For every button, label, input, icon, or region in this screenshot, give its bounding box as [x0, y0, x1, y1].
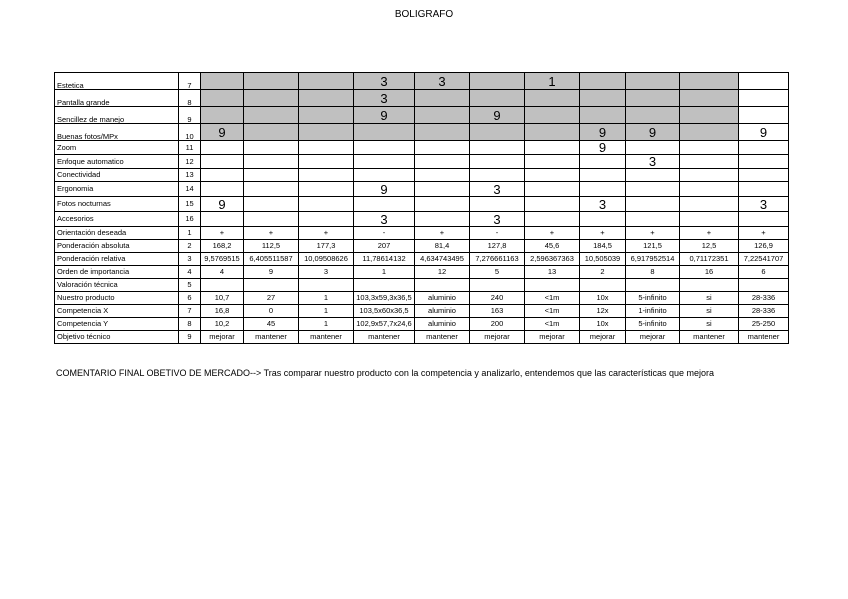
matrix-cell: mantener [299, 331, 354, 344]
matrix-cell: - [354, 227, 415, 240]
matrix-cell: 12 [415, 266, 470, 279]
matrix-cell: 1 [299, 318, 354, 331]
table-row [55, 227, 789, 240]
row-label: Competencia X [55, 305, 179, 318]
matrix-cell [626, 107, 680, 124]
matrix-cell [299, 90, 354, 107]
matrix-cell: mejorar [470, 331, 525, 344]
matrix-cell [525, 169, 580, 182]
matrix-cell [470, 197, 525, 212]
matrix-cell: 9 [626, 124, 680, 141]
matrix-cell: si [680, 305, 739, 318]
matrix-cell: 45 [244, 318, 299, 331]
matrix-cell [201, 169, 244, 182]
matrix-cell: 6 [739, 266, 789, 279]
matrix-cell [244, 182, 299, 197]
row-number: 7 [179, 73, 201, 90]
table-row [55, 182, 789, 197]
matrix-cell: 3 [470, 182, 525, 197]
matrix-cell [739, 90, 789, 107]
matrix-cell [470, 279, 525, 292]
row-number: 2 [179, 240, 201, 253]
matrix-cell [525, 107, 580, 124]
row-label: Ergonomia [55, 182, 179, 197]
matrix-cell: 1 [299, 305, 354, 318]
matrix-cell: 9 [580, 141, 626, 155]
matrix-cell: + [525, 227, 580, 240]
row-number: 15 [179, 197, 201, 212]
row-number: 1 [179, 227, 201, 240]
matrix-cell: + [299, 227, 354, 240]
row-number: 9 [179, 107, 201, 124]
matrix-cell: 16,8 [201, 305, 244, 318]
matrix-cell: 0,71172351 [680, 253, 739, 266]
matrix-cell [525, 197, 580, 212]
matrix-cell: <1m [525, 318, 580, 331]
row-label: Orientación deseada [55, 227, 179, 240]
matrix-cell: + [626, 227, 680, 240]
matrix-cell: 45,6 [525, 240, 580, 253]
matrix-cell: 9 [354, 107, 415, 124]
table-row [55, 73, 789, 90]
row-label: Valoración técnica [55, 279, 179, 292]
matrix-cell [244, 279, 299, 292]
row-label: Objetivo técnico [55, 331, 179, 344]
matrix-cell: 3 [354, 212, 415, 227]
matrix-cell: + [244, 227, 299, 240]
matrix-cell: 3 [739, 197, 789, 212]
matrix-cell [739, 169, 789, 182]
matrix-cell [680, 279, 739, 292]
matrix-cell: 103,5x60x36,5 [354, 305, 415, 318]
matrix-cell: 16 [680, 266, 739, 279]
matrix-cell: 10,7 [201, 292, 244, 305]
row-number: 5 [179, 279, 201, 292]
matrix-cell [525, 124, 580, 141]
matrix-cell [626, 197, 680, 212]
matrix-cell [299, 212, 354, 227]
matrix-cell [680, 212, 739, 227]
matrix-cell: 3 [299, 266, 354, 279]
qfd-matrix [54, 72, 789, 344]
table-row [55, 197, 789, 212]
row-label: Sencillez de manejo [55, 107, 179, 124]
matrix-cell: mantener [354, 331, 415, 344]
table-row [55, 331, 789, 344]
row-label: Orden de importancia [55, 266, 179, 279]
matrix-cell [680, 107, 739, 124]
matrix-cell [244, 169, 299, 182]
matrix-cell: 25-250 [739, 318, 789, 331]
matrix-cell: 1-infinito [626, 305, 680, 318]
matrix-cell [299, 141, 354, 155]
matrix-cell [680, 141, 739, 155]
matrix-cell [680, 124, 739, 141]
matrix-cell: 200 [470, 318, 525, 331]
matrix-cell [244, 212, 299, 227]
matrix-cell: 168,2 [201, 240, 244, 253]
table-row [55, 90, 789, 107]
matrix-cell: 207 [354, 240, 415, 253]
row-number: 4 [179, 266, 201, 279]
matrix-cell: aluminio [415, 318, 470, 331]
matrix-cell [470, 169, 525, 182]
row-label: Competencia Y [55, 318, 179, 331]
matrix-cell: 10,505039 [580, 253, 626, 266]
matrix-cell [299, 197, 354, 212]
table-row [55, 240, 789, 253]
matrix-cell [299, 107, 354, 124]
matrix-cell: 28-336 [739, 292, 789, 305]
matrix-cell [680, 182, 739, 197]
matrix-cell [626, 141, 680, 155]
matrix-cell [201, 279, 244, 292]
matrix-cell [470, 73, 525, 90]
matrix-cell [244, 107, 299, 124]
matrix-cell [626, 73, 680, 90]
matrix-cell: si [680, 318, 739, 331]
matrix-cell [739, 107, 789, 124]
matrix-cell: 12x [580, 305, 626, 318]
matrix-cell [580, 155, 626, 169]
table-row [55, 169, 789, 182]
row-number: 9 [179, 331, 201, 344]
row-number: 7 [179, 305, 201, 318]
table-row [55, 318, 789, 331]
matrix-cell [201, 107, 244, 124]
matrix-cell [201, 141, 244, 155]
matrix-cell [354, 169, 415, 182]
matrix-cell: 5 [470, 266, 525, 279]
matrix-cell [415, 182, 470, 197]
matrix-cell: 127,8 [470, 240, 525, 253]
matrix-cell: 9 [470, 107, 525, 124]
row-label: Ponderación absoluta [55, 240, 179, 253]
matrix-cell: 3 [354, 73, 415, 90]
matrix-cell: 11,78614132 [354, 253, 415, 266]
matrix-cell: mejorar [525, 331, 580, 344]
matrix-cell: <1m [525, 305, 580, 318]
matrix-cell: - [470, 227, 525, 240]
matrix-cell [525, 279, 580, 292]
matrix-cell [299, 279, 354, 292]
matrix-cell [739, 212, 789, 227]
row-label: Nuestro producto [55, 292, 179, 305]
matrix-cell: mantener [415, 331, 470, 344]
matrix-cell [470, 124, 525, 141]
matrix-cell [415, 212, 470, 227]
row-number: 10 [179, 124, 201, 141]
matrix-cell: mejorar [201, 331, 244, 344]
matrix-cell: 112,5 [244, 240, 299, 253]
row-number: 11 [179, 141, 201, 155]
matrix-cell [415, 279, 470, 292]
matrix-cell: 28-336 [739, 305, 789, 318]
matrix-cell: 177,3 [299, 240, 354, 253]
matrix-cell: mejorar [580, 331, 626, 344]
matrix-cell [680, 73, 739, 90]
matrix-cell [739, 155, 789, 169]
row-number: 3 [179, 253, 201, 266]
matrix-cell [580, 73, 626, 90]
row-number: 13 [179, 169, 201, 182]
matrix-cell [354, 279, 415, 292]
matrix-cell [415, 90, 470, 107]
matrix-cell: + [201, 227, 244, 240]
matrix-cell: 10,2 [201, 318, 244, 331]
row-label: Ponderación relativa [55, 253, 179, 266]
matrix-cell [580, 279, 626, 292]
matrix-cell: 7,276661163 [470, 253, 525, 266]
table-row [55, 266, 789, 279]
row-label: Estetica [55, 73, 179, 90]
matrix-cell: 121,5 [626, 240, 680, 253]
matrix-cell [354, 141, 415, 155]
matrix-cell: 240 [470, 292, 525, 305]
matrix-cell: 10,09508626 [299, 253, 354, 266]
matrix-cell [354, 197, 415, 212]
matrix-cell [244, 155, 299, 169]
matrix-cell [739, 279, 789, 292]
matrix-cell: 81,4 [415, 240, 470, 253]
matrix-cell: mejorar [626, 331, 680, 344]
matrix-cell: 163 [470, 305, 525, 318]
matrix-cell [415, 107, 470, 124]
matrix-cell: 3 [415, 73, 470, 90]
matrix-cell: 3 [580, 197, 626, 212]
matrix-cell: 103,3x59,3x36,5 [354, 292, 415, 305]
row-label: Buenas fotos/MPx [55, 124, 179, 141]
matrix-cell [470, 155, 525, 169]
matrix-cell [580, 212, 626, 227]
matrix-cell [415, 141, 470, 155]
matrix-cell: 184,5 [580, 240, 626, 253]
matrix-cell: + [739, 227, 789, 240]
matrix-cell [415, 197, 470, 212]
matrix-cell [525, 212, 580, 227]
row-number: 14 [179, 182, 201, 197]
matrix-cell: si [680, 292, 739, 305]
matrix-cell: 6,405511587 [244, 253, 299, 266]
matrix-cell: + [680, 227, 739, 240]
matrix-cell [580, 182, 626, 197]
matrix-cell [299, 155, 354, 169]
matrix-cell: 10x [580, 292, 626, 305]
matrix-cell [201, 73, 244, 90]
table-row [55, 212, 789, 227]
matrix-cell: 9 [580, 124, 626, 141]
matrix-cell: 13 [525, 266, 580, 279]
matrix-cell [299, 124, 354, 141]
row-number: 8 [179, 318, 201, 331]
matrix-cell [299, 73, 354, 90]
matrix-cell: 9 [201, 124, 244, 141]
matrix-cell [354, 124, 415, 141]
matrix-cell [525, 141, 580, 155]
matrix-cell [299, 182, 354, 197]
matrix-cell: + [580, 227, 626, 240]
matrix-cell [470, 90, 525, 107]
matrix-cell: 0 [244, 305, 299, 318]
row-number: 16 [179, 212, 201, 227]
matrix-cell: 1 [525, 73, 580, 90]
matrix-cell [470, 141, 525, 155]
matrix-cell [201, 212, 244, 227]
matrix-cell [580, 169, 626, 182]
matrix-cell [525, 90, 580, 107]
table-row [55, 253, 789, 266]
matrix-cell [626, 212, 680, 227]
matrix-cell: 2 [580, 266, 626, 279]
row-number: 8 [179, 90, 201, 107]
matrix-cell: mantener [680, 331, 739, 344]
row-number: 6 [179, 292, 201, 305]
row-label: Fotos nocturnas [55, 197, 179, 212]
matrix-cell: 27 [244, 292, 299, 305]
matrix-cell: 5-infinito [626, 318, 680, 331]
table-row [55, 305, 789, 318]
matrix-cell [354, 155, 415, 169]
matrix-cell: 4,634743495 [415, 253, 470, 266]
matrix-cell: 102,9x57,7x24,6 [354, 318, 415, 331]
matrix-cell [580, 107, 626, 124]
matrix-cell: 9 [244, 266, 299, 279]
matrix-cell [626, 169, 680, 182]
table-row [55, 155, 789, 169]
matrix-cell [201, 155, 244, 169]
matrix-cell: aluminio [415, 292, 470, 305]
matrix-cell [739, 73, 789, 90]
matrix-cell: 8 [626, 266, 680, 279]
table-row [55, 124, 789, 141]
matrix-cell: 1 [354, 266, 415, 279]
matrix-cell: 4 [201, 266, 244, 279]
matrix-cell [244, 73, 299, 90]
matrix-cell: 1 [299, 292, 354, 305]
matrix-cell: mantener [739, 331, 789, 344]
table-row [55, 107, 789, 124]
matrix-cell: 9 [201, 197, 244, 212]
matrix-cell: 2,596367363 [525, 253, 580, 266]
matrix-cell: 3 [470, 212, 525, 227]
table-row [55, 279, 789, 292]
matrix-cell [201, 182, 244, 197]
matrix-cell: 7,22541707 [739, 253, 789, 266]
matrix-cell [580, 90, 626, 107]
matrix-cell [415, 155, 470, 169]
matrix-cell: 9 [354, 182, 415, 197]
page-title: BOLIGRAFO [394, 9, 454, 20]
matrix-cell: 126,9 [739, 240, 789, 253]
matrix-cell: + [415, 227, 470, 240]
matrix-cell [626, 182, 680, 197]
matrix-cell [626, 279, 680, 292]
matrix-cell: 3 [354, 90, 415, 107]
table-row [55, 292, 789, 305]
matrix-cell [415, 169, 470, 182]
matrix-cell: 9,5769515 [201, 253, 244, 266]
row-number: 12 [179, 155, 201, 169]
matrix-cell [525, 155, 580, 169]
matrix-cell [244, 124, 299, 141]
matrix-cell: 12,5 [680, 240, 739, 253]
matrix-cell [415, 124, 470, 141]
matrix-cell: <1m [525, 292, 580, 305]
row-label: Zoom [55, 141, 179, 155]
matrix-cell: 3 [626, 155, 680, 169]
final-comment: COMENTARIO FINAL OBETIVO DE MERCADO--> Tras comparar nuestro producto con la competencia y analizarlo, entendemos que las características que mejora [56, 368, 715, 378]
matrix-cell [244, 90, 299, 107]
matrix-cell [626, 90, 680, 107]
matrix-cell [739, 182, 789, 197]
matrix-cell: mantener [244, 331, 299, 344]
matrix-cell: 6,917952514 [626, 253, 680, 266]
matrix-cell [525, 182, 580, 197]
matrix-cell: aluminio [415, 305, 470, 318]
matrix-cell [299, 169, 354, 182]
matrix-cell [244, 197, 299, 212]
matrix-cell [244, 141, 299, 155]
matrix-cell [201, 90, 244, 107]
row-label: Conectividad [55, 169, 179, 182]
matrix-cell [680, 155, 739, 169]
matrix-cell [739, 141, 789, 155]
row-label: Pantalla grande [55, 90, 179, 107]
matrix-cell: 5-infinito [626, 292, 680, 305]
matrix-cell [680, 90, 739, 107]
row-label: Enfoque automatico [55, 155, 179, 169]
matrix-cell [680, 197, 739, 212]
matrix-cell [680, 169, 739, 182]
row-label: Accesorios [55, 212, 179, 227]
table-row [55, 141, 789, 155]
matrix-cell: 10x [580, 318, 626, 331]
matrix-cell: 9 [739, 124, 789, 141]
